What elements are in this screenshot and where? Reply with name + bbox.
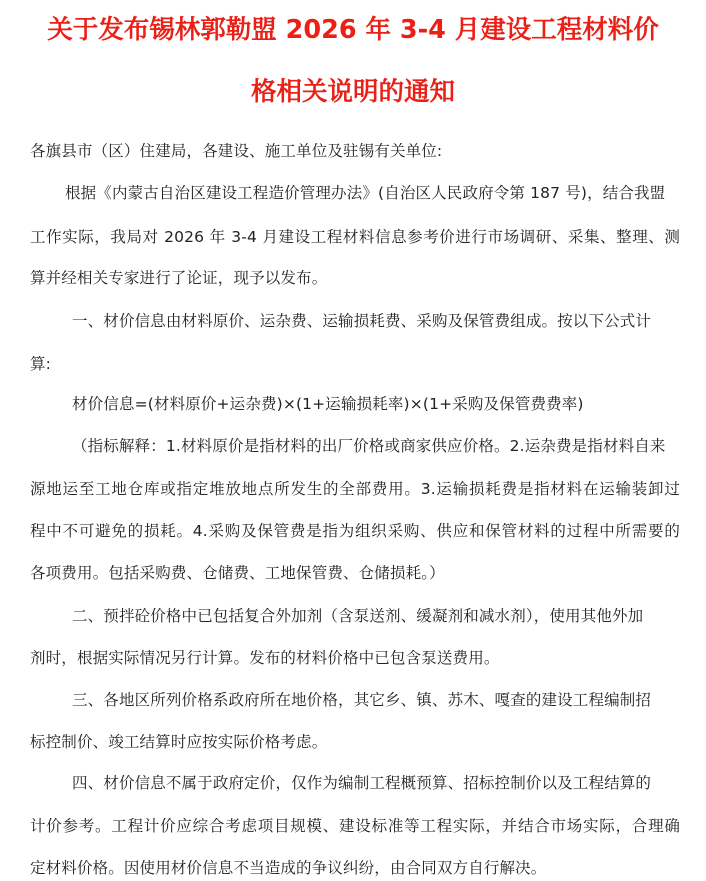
- item-3-line-1: 三、各地区所列价格系政府所在地价格，其它乡、镇、苏木、嘎查的建设工程编制招: [72, 691, 652, 709]
- explanation-line-3: 程中不可避免的损耗。4.采购及保管费是指为组织采购、供应和保管材料的过程中所需要的: [30, 522, 680, 540]
- item-2-line-2: 剂时，根据实际情况另行计算。发布的材料价格中已包含泵送费用。: [30, 649, 500, 667]
- salutation: 各旗县市（区）住建局，各建设、施工单位及驻锡有关单位:: [30, 142, 443, 160]
- item-2-line-1: 二、预拌砼价格中已包括复合外加剂（含泵送剂、缓凝剂和减水剂），使用其他外加: [72, 607, 644, 625]
- document-title-line-1: 关于发布锡林郭勒盟 2026 年 3-4 月建设工程材料价: [47, 15, 659, 45]
- item-4-line-1: 四、材价信息不属于政府定价，仅作为编制工程概预算、招标控制价以及工程结算的: [72, 774, 652, 792]
- item-1-line-1: 一、材价信息由材料原价、运杂费、运输损耗费、采购及保管费组成。按以下公式计: [72, 312, 652, 330]
- explanation-line-1: （指标解释：1.材料原价是指材料的出厂价格或商家供应价格。2.运杂费是指材料自来: [72, 437, 666, 455]
- intro-paragraph-line-2: 工作实际，我局对 2026 年 3-4 月建设工程材料信息参考价进行市场调研、采集、整理、测: [30, 228, 680, 246]
- item-4-line-3: 定材料价格。因使用材价信息不当造成的争议纠纷，由合同双方自行解决。: [30, 859, 547, 877]
- formula: 材价信息=(材料原价+运杂费)×(1+运输损耗率)×(1+采购及保管费费率): [72, 395, 584, 413]
- intro-paragraph-line-3: 算并经相关专家进行了论证，现予以发布。: [30, 269, 328, 287]
- document-title-line-2: 格相关说明的通知: [250, 77, 455, 107]
- item-4-line-2: 计价参考。工程计价应综合考虑项目规模、建设标准等工程实际，并结合市场实际，合理确: [30, 817, 680, 835]
- item-3-line-2: 标控制价、竣工结算时应按实际价格考虑。: [30, 733, 328, 751]
- intro-paragraph-line-1: 根据《内蒙古自治区建设工程造价管理办法》(自治区人民政府令第 187 号)，结合我盟: [65, 184, 666, 202]
- item-1-line-2: 算:: [30, 355, 52, 373]
- explanation-line-2: 源地运至工地仓库或指定堆放地点所发生的全部费用。3.运输损耗费是指材料在运输装卸过: [30, 480, 680, 498]
- explanation-line-4: 各项费用。包括采购费、仓储费、工地保管费、仓储损耗。）: [30, 564, 445, 582]
